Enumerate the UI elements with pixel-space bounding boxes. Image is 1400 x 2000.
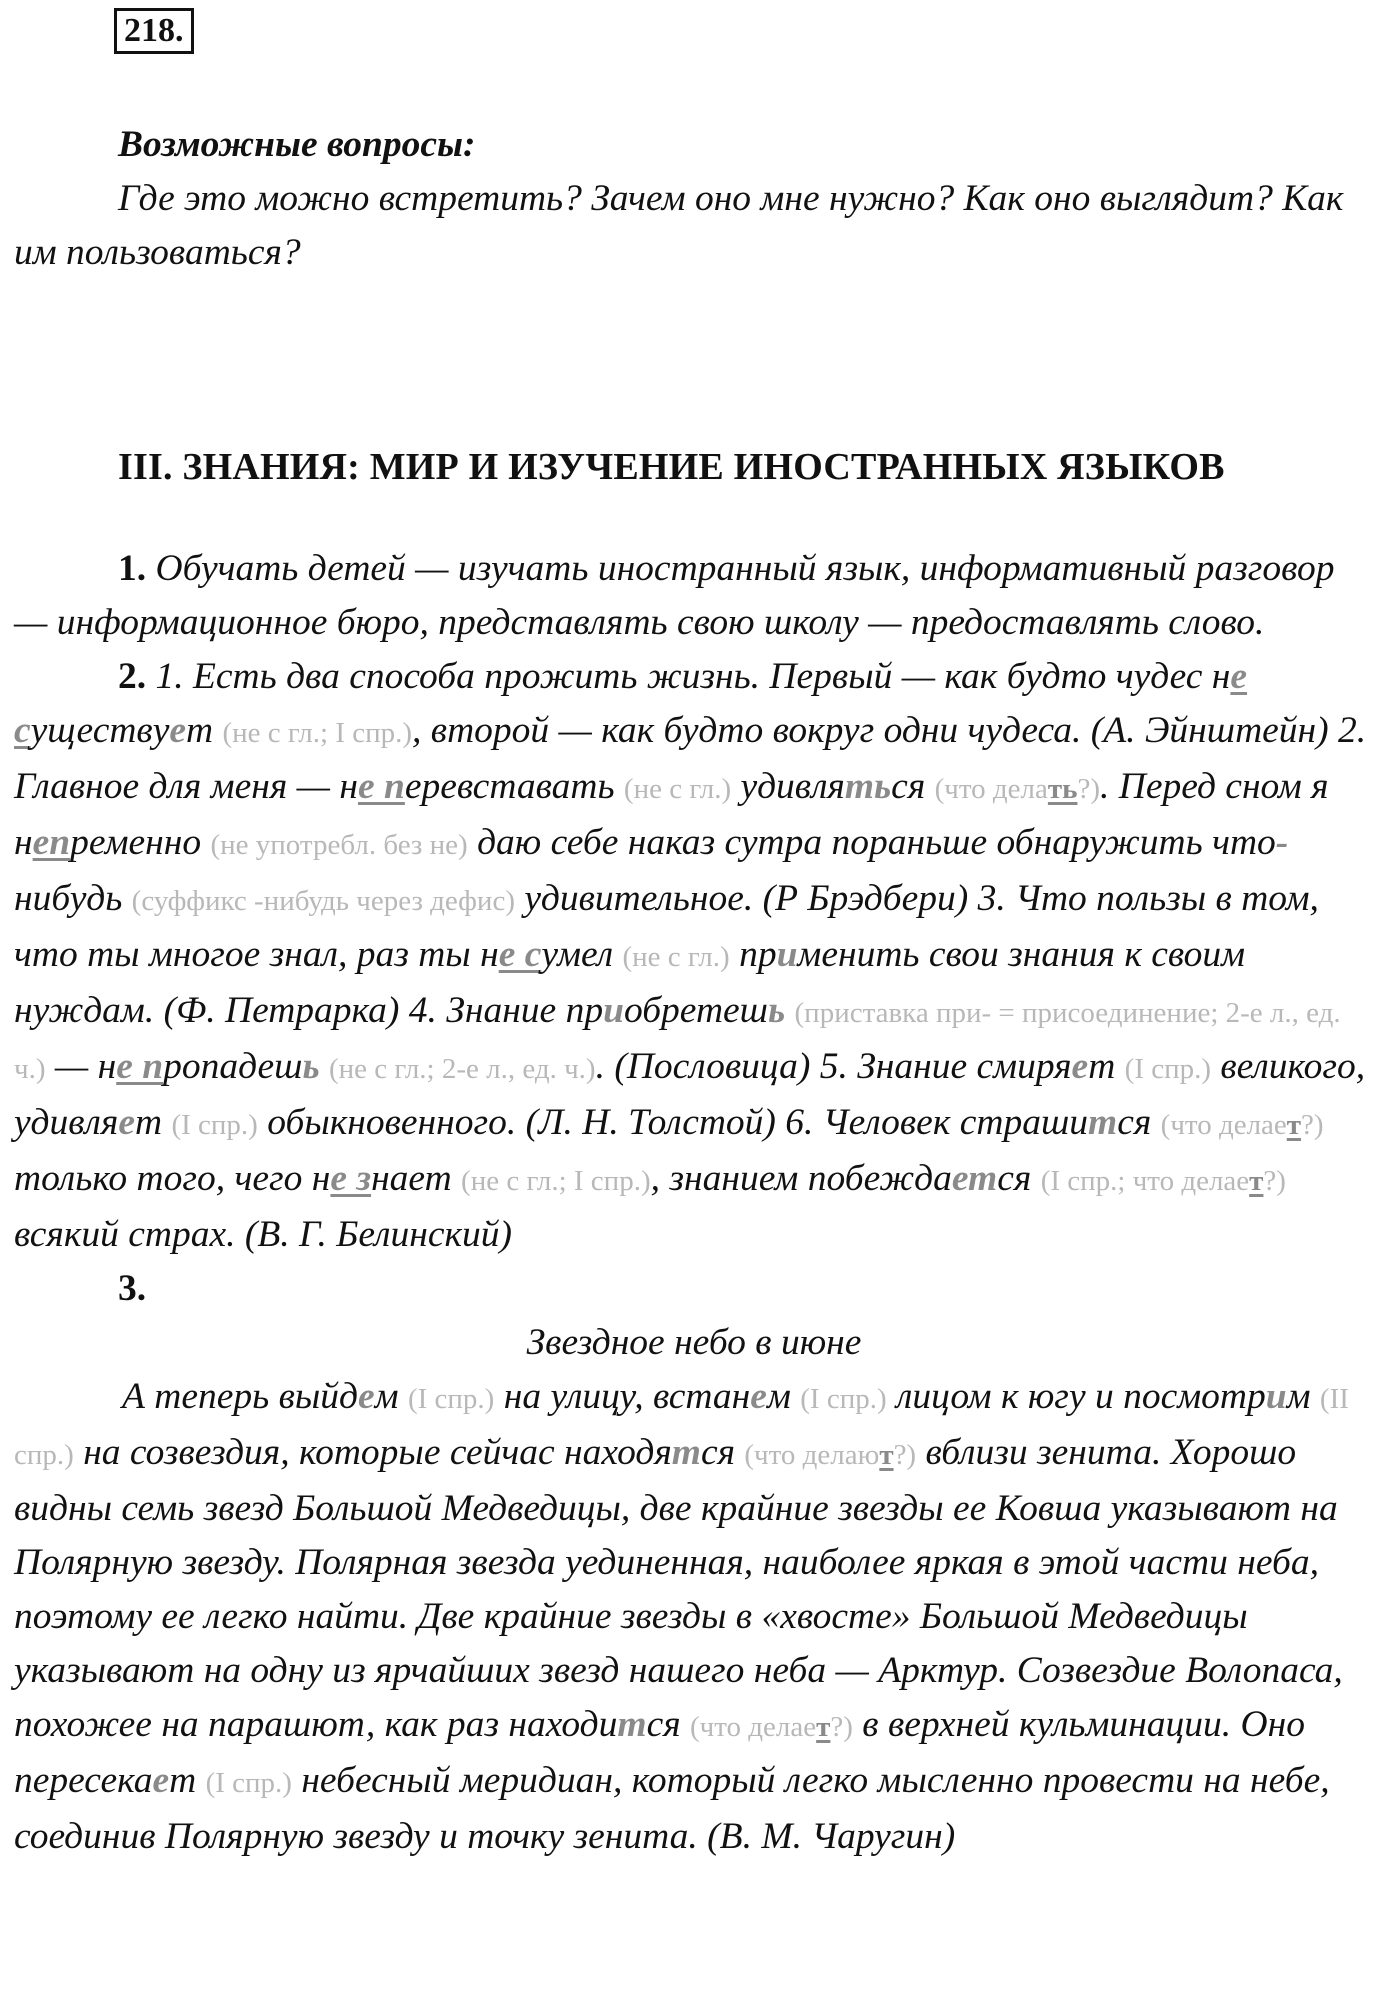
- t2-s7: , второй — как будто вокруг одни чудеса. (А. Эйнштейн) 2. Главное для меня — н: [14, 710, 1367, 807]
- t2-s53: т: [1286, 1109, 1302, 1141]
- t2-s23: нибудь: [14, 878, 123, 919]
- t2-s19: ременно: [70, 822, 202, 863]
- t2-s62: (I спр.; что делае: [1040, 1165, 1250, 1197]
- t2-s52: (что делае: [1160, 1109, 1287, 1141]
- t2-s60: ет: [951, 1158, 998, 1199]
- questions-title: Возможные вопросы:: [118, 124, 476, 165]
- t2-s28: (не с гл.): [622, 941, 730, 973]
- t3-s16: т: [879, 1439, 894, 1471]
- t3-s23: ?): [830, 1711, 853, 1743]
- t2-s39: ь: [302, 1046, 320, 1087]
- task-1: [14, 542, 1374, 650]
- t3-s21: (что делае: [690, 1711, 817, 1743]
- t2-s55: только того, чего н: [14, 1158, 331, 1199]
- t2-s50: т: [1088, 1102, 1118, 1143]
- t2-s42: е: [1071, 1046, 1089, 1087]
- t2-s12: ть: [844, 766, 892, 807]
- task-3-title: Звездное небо в июне: [526, 1322, 862, 1363]
- t3-s26: т: [169, 1760, 197, 1801]
- t2-s33: обретеш: [623, 990, 768, 1031]
- t2-s51: ся: [1117, 1102, 1152, 1143]
- t3-s24: в верхней кульминации. Оно пересека: [14, 1704, 1305, 1801]
- t2-s59: , знанием побежда: [650, 1158, 952, 1199]
- t2-s27: умел: [541, 934, 614, 975]
- t2-s29: пр: [739, 934, 777, 975]
- t3-s4: на улицу, встан: [503, 1376, 751, 1417]
- t3-s11: (II спр.): [14, 1383, 1349, 1471]
- t2-s0: 1. Есть два способа прожить жизнь. Первый — как будто чудес н: [155, 656, 1231, 697]
- t2-s61: ся: [997, 1158, 1032, 1199]
- t3-s22: т: [816, 1711, 831, 1743]
- t2-s16: ?): [1077, 773, 1101, 805]
- t2-s4: е: [169, 710, 186, 751]
- t2-s43: т: [1088, 1046, 1116, 1087]
- t2-s3: уществу: [30, 710, 170, 751]
- t3-s10: м: [1286, 1376, 1311, 1417]
- t2-s57: нает: [371, 1158, 452, 1199]
- t2-s47: т: [134, 1102, 163, 1143]
- t2-s13: ся: [891, 766, 926, 807]
- t2-s21: даю себе наказ сутра пораньше обнаружить что: [477, 822, 1276, 863]
- t3-s28: небесный меридиан, который легко мысленно провести на небе, соединив Полярную звезду и точку зенита. (В. М. Чаругин): [14, 1760, 1330, 1857]
- exercise-number: 218.: [114, 8, 194, 54]
- t2-s46: е: [118, 1102, 135, 1143]
- t2-s64: ?): [1263, 1165, 1286, 1197]
- t2-s54: ?): [1301, 1109, 1324, 1141]
- section-heading: III. ЗНАНИЯ: МИР И ИЗУЧЕНИЕ ИНОСТРАННЫХ ЯЗЫКОВ: [118, 446, 1225, 488]
- t3-s6: м: [766, 1376, 791, 1417]
- t2-s65: всякий страх. (В. Г. Белинский): [14, 1214, 513, 1255]
- t3-s17: ?): [893, 1439, 917, 1471]
- t2-s11: удивля: [740, 766, 845, 807]
- t3-s20: ся: [646, 1704, 681, 1745]
- task-1-number: 1.: [118, 548, 147, 589]
- t2-s63: т: [1249, 1165, 1264, 1197]
- t3-s27: (I спр.): [205, 1767, 292, 1799]
- t2-s37: е п: [116, 1046, 164, 1087]
- t3-s19: т: [617, 1704, 647, 1745]
- t2-s31: менить свои знания к своим нуждам. (Ф. Петрарка) 4. Знание пр: [14, 934, 1246, 1031]
- t2-s34: ь: [768, 990, 786, 1031]
- t3-s13: т: [671, 1432, 701, 1473]
- task-1-text: Обучать детей — изучать иностранный язык, информативный разговор — информационное бюро, представлять свою школу — предоставлять слово.: [14, 548, 1335, 643]
- t2-s22: -: [1275, 822, 1289, 863]
- t2-s17: . Перед сном я н: [14, 766, 1329, 863]
- task-2-number: 2.: [118, 656, 147, 697]
- t2-s45: великого, удивля: [14, 1046, 1366, 1143]
- t2-s10: (не с гл.): [623, 773, 732, 805]
- t3-s1: е: [358, 1376, 375, 1417]
- t2-s18: еп: [32, 822, 71, 863]
- t2-s35: (приставка при- = присоединение; 2-е л., ед. ч.): [14, 997, 1341, 1085]
- t2-s5: т: [186, 710, 214, 751]
- t2-s36: — н: [54, 1046, 117, 1087]
- t3-s3: (I спр.): [407, 1383, 495, 1415]
- t3-s0: А теперь выйд: [122, 1376, 358, 1417]
- task-2: [14, 650, 1374, 1262]
- t2-s32: и: [603, 990, 624, 1031]
- t2-s15: ть: [1047, 773, 1078, 805]
- t2-s58: (не с гл.; I спр.): [461, 1165, 651, 1197]
- t2-s48: (I спр.): [171, 1109, 258, 1141]
- page-text: [14, 118, 1374, 1864]
- t2-s44: (I спр.): [1124, 1053, 1212, 1085]
- t3-s25: е: [152, 1760, 170, 1801]
- t3-s12: на созвездия, которые сейчас находя: [83, 1432, 672, 1473]
- t2-s6: (не с гл.; I спр.): [222, 717, 413, 749]
- t2-s41: . (Пословица) 5. Знание смиря: [595, 1046, 1072, 1087]
- t3-s5: е: [750, 1376, 767, 1417]
- t2-s24: (суффикс -нибудь через дефис): [131, 885, 515, 917]
- t3-s14: ся: [700, 1432, 736, 1473]
- questions-text: Где это можно встретить? Зачем оно мне нужно? Как оно выглядит? Как им пользоваться?: [14, 178, 1344, 273]
- t3-s15: (что делаю: [744, 1439, 880, 1471]
- t2-s8: е п: [357, 766, 405, 807]
- t2-s49: обыкновенного. (Л. Н. Толстой) 6. Человек страши: [267, 1102, 1089, 1143]
- task-3-number: 3.: [118, 1268, 147, 1309]
- t3-s2: м: [374, 1376, 399, 1417]
- t3-s18: вблизи зенита. Хорошо видны семь звезд Большой Медведицы, две крайние звезды ее Ковша указывают на Полярную звезду. Полярная звезда уединенная, наиболее яркая в этой части неба, поэтому ее легко найти. Две крайние звезды в «хвосте» Большой Медведицы указывают на одну из ярчайших звезд нашего неба — Арктур. Созвездие Волопаса, похожее на парашют, как раз находи: [14, 1432, 1343, 1745]
- t2-s30: и: [776, 934, 798, 975]
- t3-s7: (I спр.): [800, 1383, 887, 1415]
- t2-s40: (не с гл.; 2-е л., ед. ч.): [328, 1053, 596, 1085]
- t2-s9: еревставать: [404, 766, 615, 807]
- t3-s8: лицом к югу и посмотр: [896, 1376, 1266, 1417]
- task-3: [14, 1370, 1374, 1864]
- t2-s2: с: [14, 710, 31, 751]
- t3-s9: и: [1265, 1376, 1287, 1417]
- t2-s14: (что дела: [934, 773, 1048, 805]
- t2-s20: (не употребл. без не): [210, 829, 468, 861]
- t2-s1: е: [1230, 656, 1248, 697]
- t2-s26: е с: [498, 934, 542, 975]
- t2-s25: удивительное. (Р Брэдбери) 3. Что пользы в том, что ты многое знал, раз ты н: [14, 878, 1319, 975]
- t2-s38: ропадеш: [163, 1046, 303, 1087]
- t2-s56: е з: [330, 1158, 372, 1199]
